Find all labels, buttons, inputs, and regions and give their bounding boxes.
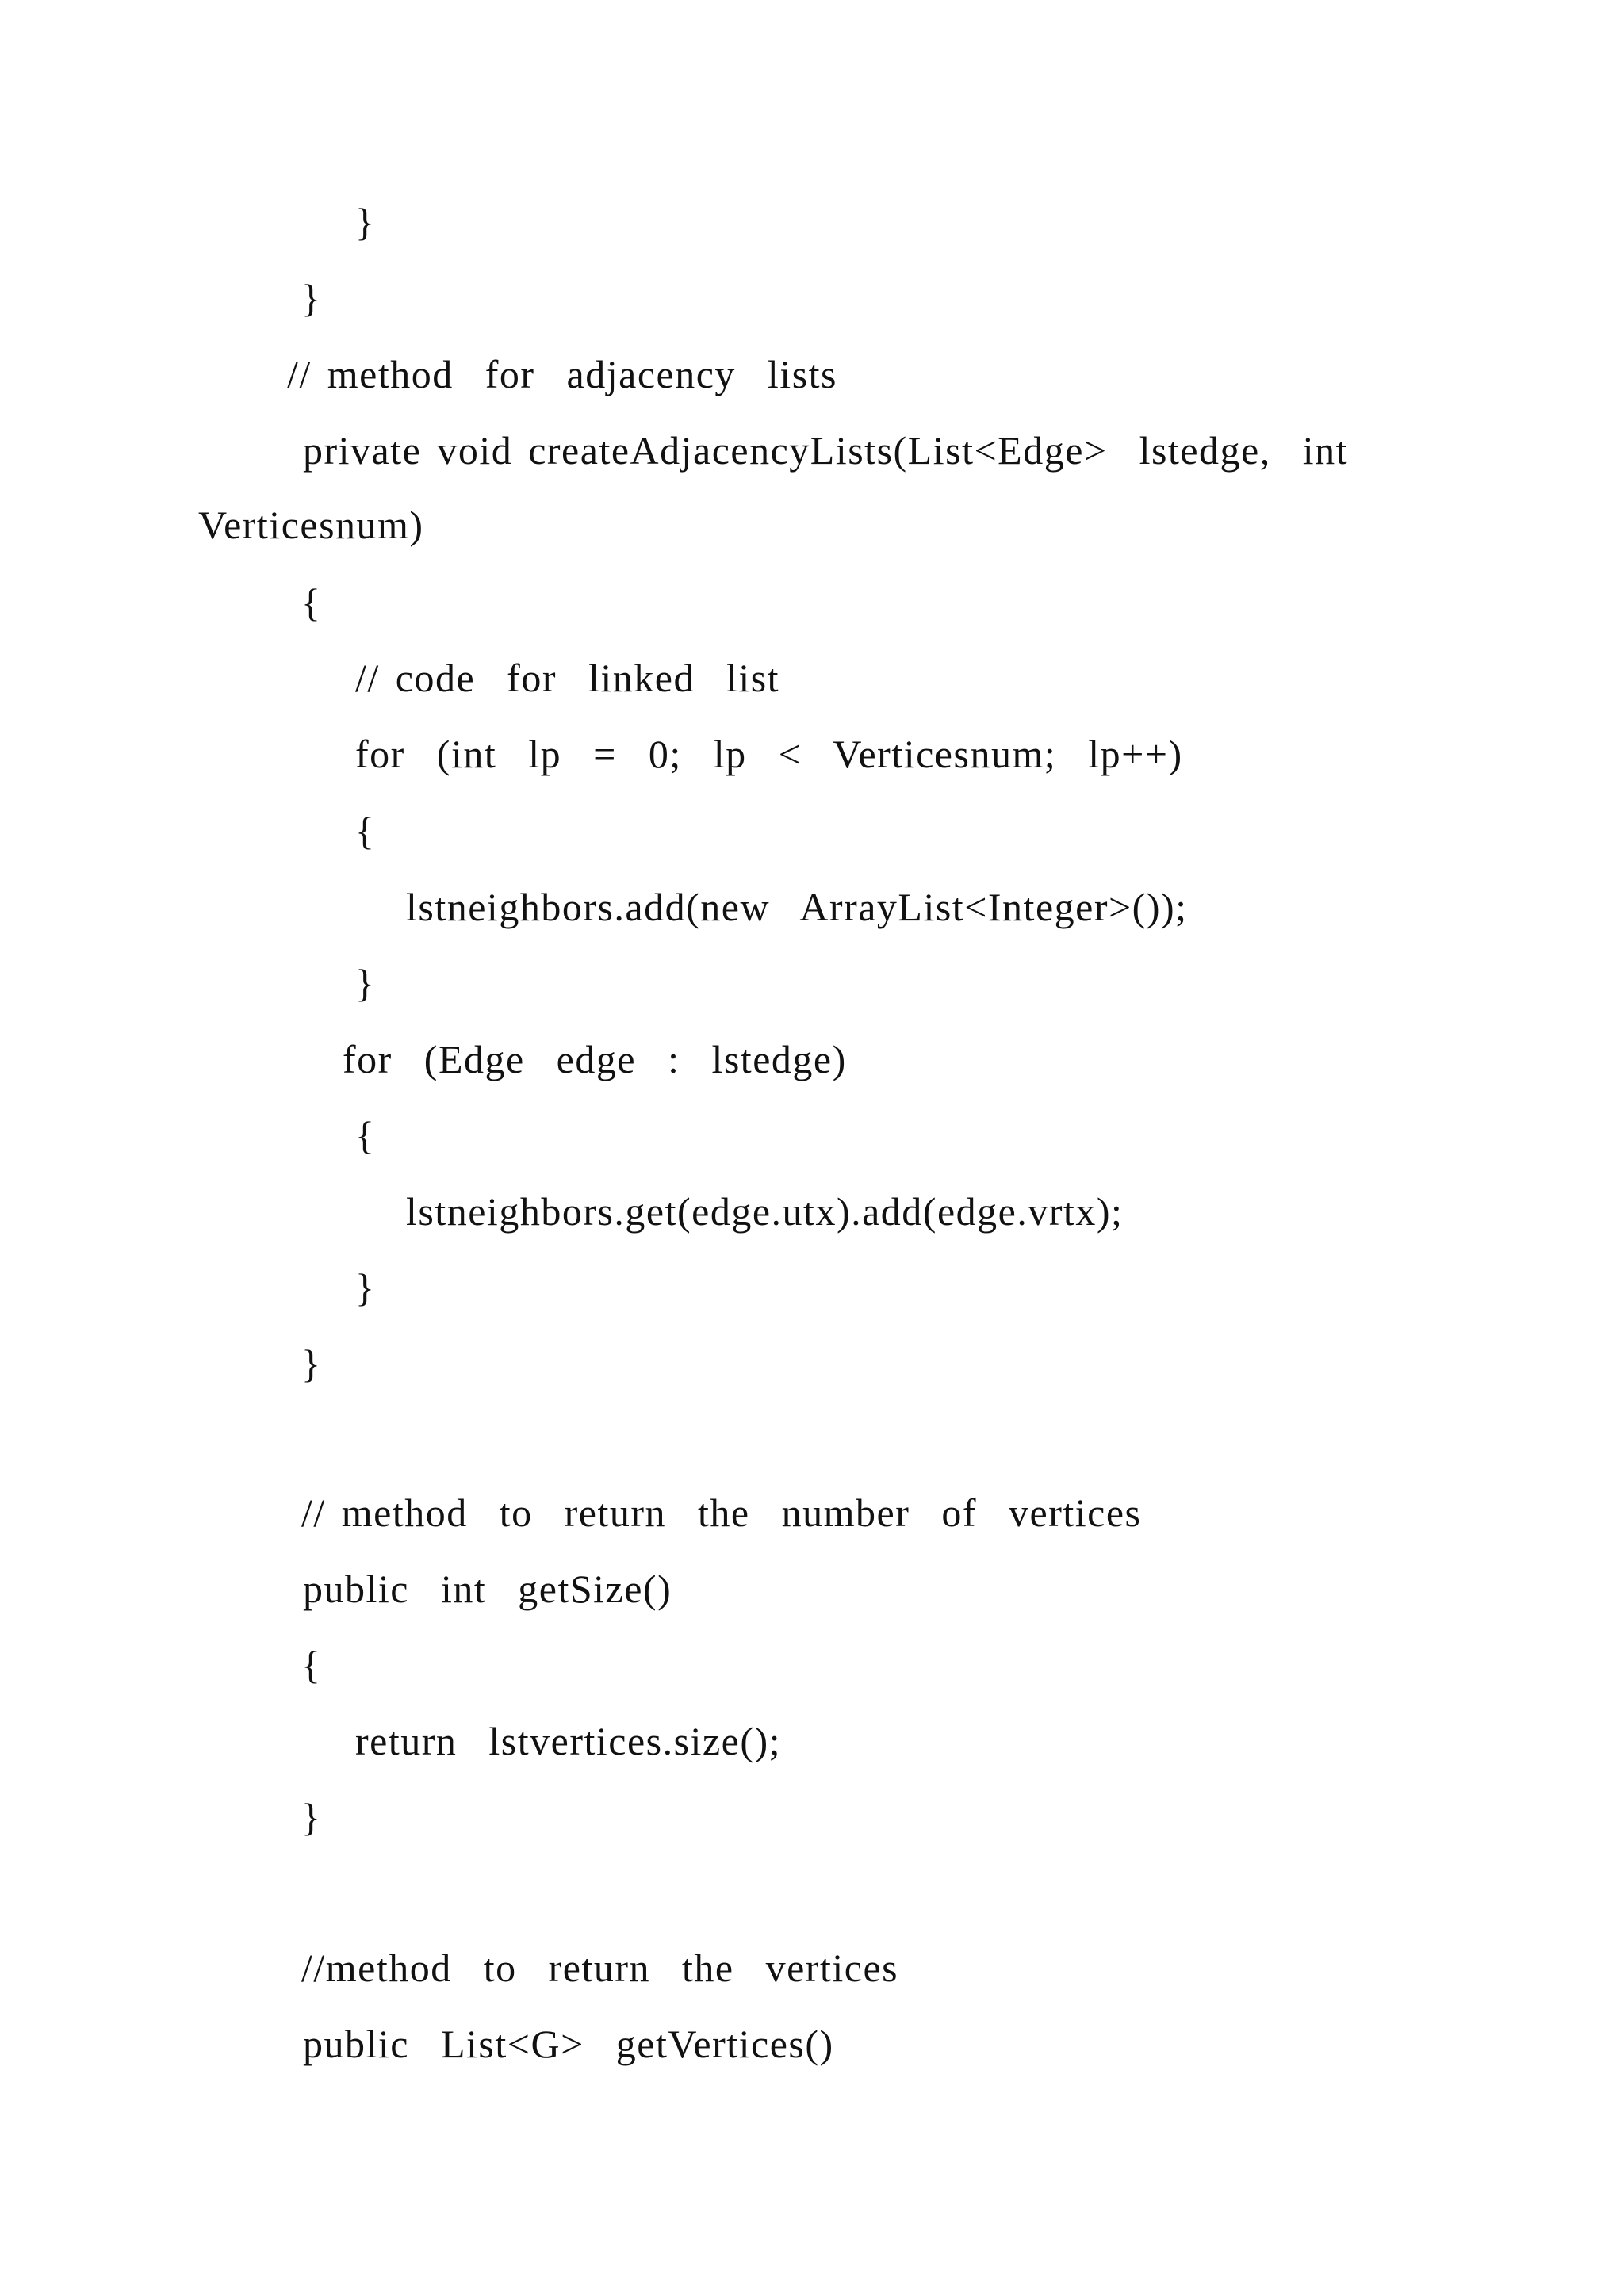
code-line-for-loop: for (int lp = 0; lp < Verticesnum; lp++) <box>355 732 1183 776</box>
code-line-opening-brace: { <box>301 580 322 625</box>
code-line-closing-brace: } <box>301 276 322 320</box>
code-line-method-signature: public int getSize() <box>303 1567 672 1611</box>
code-line-method-signature: public List<G> getVertices() <box>303 2022 834 2066</box>
code-line-closing-brace: } <box>355 961 376 1005</box>
code-line-statement: return lstvertices.size(); <box>355 1719 782 1763</box>
code-line-comment: // method to return the number of vertices <box>301 1490 1142 1535</box>
code-line-statement: lstneighbors.add(new ArrayList<Integer>()); <box>406 885 1188 929</box>
code-line-closing-brace: } <box>301 1341 322 1386</box>
code-line-statement: lstneighbors.get(edge.utx).add(edge.vrtx); <box>406 1189 1124 1234</box>
code-line-comment: //method to return the vertices <box>301 1946 899 1990</box>
code-line-comment: // method for adjacency lists <box>287 352 838 396</box>
code-line-opening-brace: { <box>301 1643 322 1687</box>
code-line-for-loop: for (Edge edge : lstedge) <box>343 1037 847 1081</box>
code-line-comment: // code for linked list <box>355 656 780 700</box>
code-line-opening-brace: { <box>355 1113 376 1158</box>
code-line-opening-brace: { <box>355 809 376 853</box>
code-line-closing-brace: } <box>301 1795 322 1839</box>
code-line-closing-brace: } <box>355 1265 376 1310</box>
code-line-method-signature-continued: Verticesnum) <box>198 503 424 547</box>
code-line-method-signature: private void createAdjacencyLists(List<Edge> lstedge, int <box>303 428 1349 473</box>
code-line-closing-brace: } <box>355 200 376 244</box>
